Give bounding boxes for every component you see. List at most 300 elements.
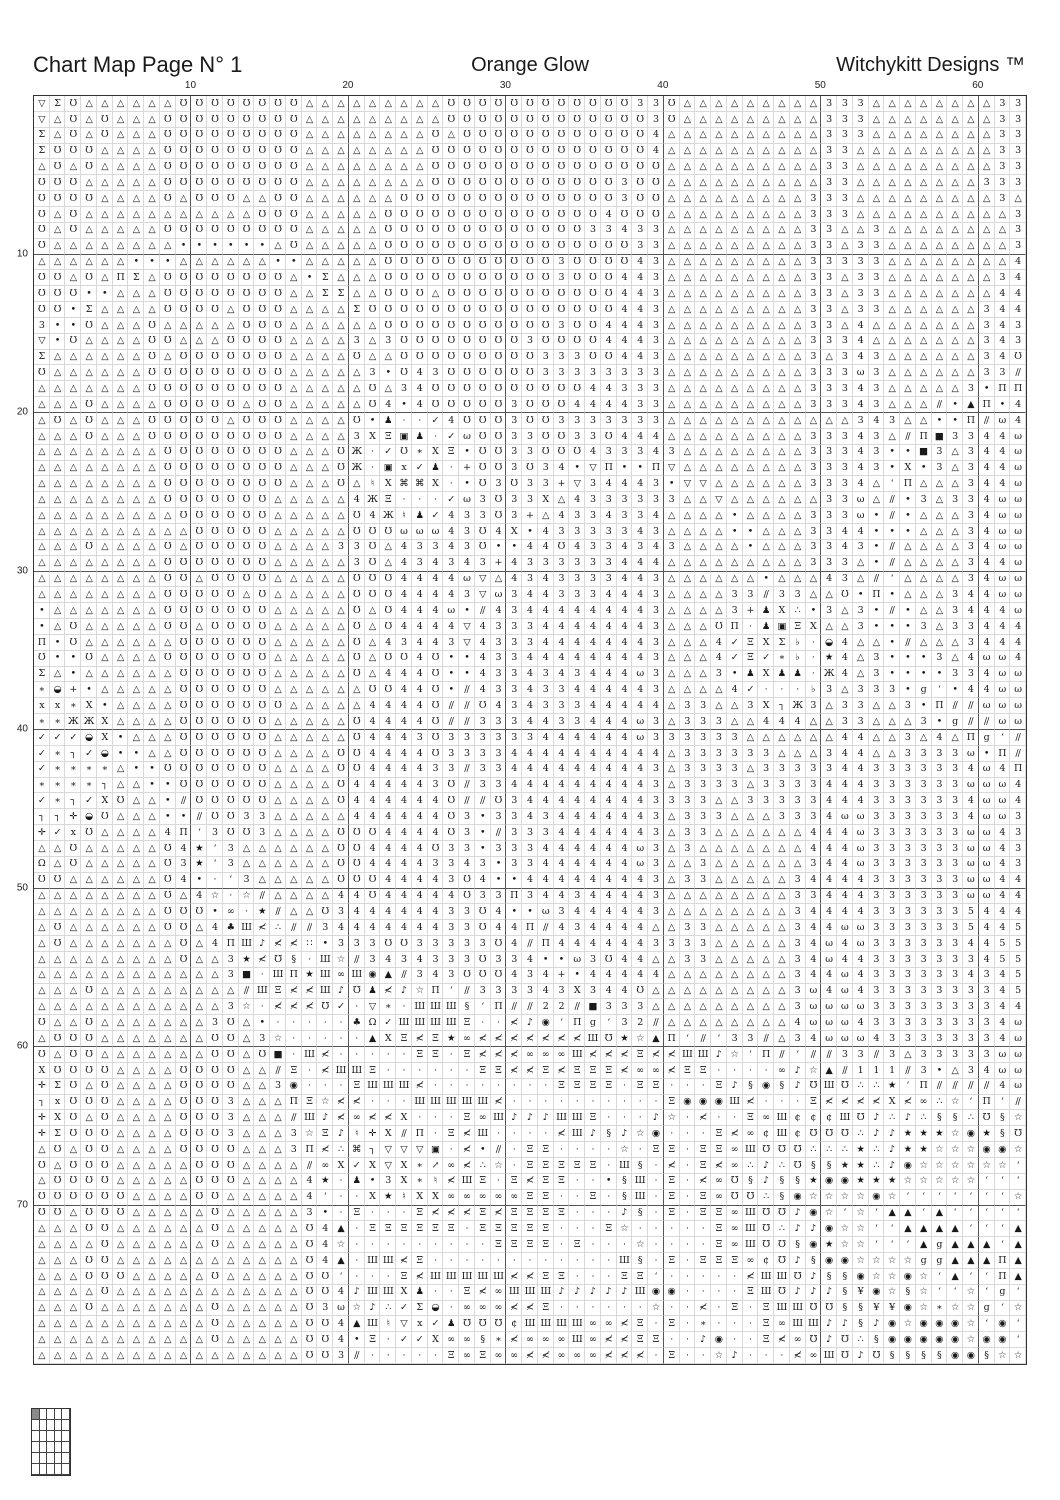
stitch-cell: △ xyxy=(821,587,837,603)
stitch-cell: ∴ xyxy=(853,1332,869,1348)
stitch-cell: △ xyxy=(900,239,916,255)
stitch-cell: Ʊ xyxy=(254,286,270,302)
stitch-cell: 4 xyxy=(995,350,1011,366)
stitch-cell: 3 xyxy=(963,619,979,635)
stitch-cell: △ xyxy=(774,223,790,239)
stitch-cell: 3 xyxy=(884,936,900,952)
stitch-cell: Ʊ xyxy=(191,793,207,809)
stitch-cell: ∗ xyxy=(65,778,81,794)
stitch-cell: 3 xyxy=(333,936,349,952)
stitch-cell: △ xyxy=(160,1110,176,1126)
stitch-cell: 4 xyxy=(995,1079,1011,1095)
stitch-cell: Ш xyxy=(743,1237,759,1253)
stitch-cell: △ xyxy=(97,144,113,160)
stitch-cell: Ʊ xyxy=(506,334,522,350)
stitch-cell: Ш xyxy=(569,1126,585,1142)
stitch-cell: △ xyxy=(758,112,774,128)
stitch-cell: ★ xyxy=(191,841,207,857)
stitch-cell: △ xyxy=(144,128,160,144)
stitch-cell: 3 xyxy=(554,255,570,271)
stitch-cell: △ xyxy=(932,476,948,492)
stitch-cell: 3 xyxy=(223,952,239,968)
stitch-cell: Ʊ xyxy=(302,1332,318,1348)
stitch-cell: ∗ xyxy=(774,651,790,667)
stitch-cell: Ʊ xyxy=(81,1142,97,1158)
stitch-cell: Ʊ xyxy=(176,635,192,651)
stitch-cell: Ʊ xyxy=(491,286,507,302)
stitch-cell: △ xyxy=(317,572,333,588)
stitch-cell: △ xyxy=(664,381,680,397)
stitch-cell: · xyxy=(365,1269,381,1285)
stitch-cell: △ xyxy=(963,159,979,175)
stitch-cell: △ xyxy=(191,1253,207,1269)
stitch-cell: △ xyxy=(50,1269,66,1285)
stitch-cell: ☆ xyxy=(617,1142,633,1158)
stitch-cell: · xyxy=(680,1174,696,1190)
stitch-cell: 3 xyxy=(506,603,522,619)
stitch-cell: △ xyxy=(270,239,286,255)
stitch-cell: ʻ xyxy=(869,1221,885,1237)
stitch-cell: 4 xyxy=(396,587,412,603)
stitch-cell: △ xyxy=(81,524,97,540)
stitch-cell: Ʊ xyxy=(380,619,396,635)
stitch-cell: x xyxy=(65,825,81,841)
stitch-cell: • xyxy=(916,651,932,667)
stitch-cell: 3 xyxy=(900,730,916,746)
stitch-cell: 4 xyxy=(632,952,648,968)
stitch-cell: △ xyxy=(144,619,160,635)
stitch-cell: 4 xyxy=(585,698,601,714)
stitch-cell: ∴ xyxy=(806,1142,822,1158)
stitch-cell: △ xyxy=(113,413,129,429)
stitch-cell: △ xyxy=(333,96,349,112)
stitch-cell: 3 xyxy=(286,1126,302,1142)
stitch-cell: 3 xyxy=(475,714,491,730)
stitch-cell: Ʊ xyxy=(475,920,491,936)
stitch-cell: 4 xyxy=(963,603,979,619)
stitch-cell: ∞ xyxy=(601,1316,617,1332)
stitch-cell: Ʊ xyxy=(648,175,664,191)
stitch-cell: △ xyxy=(317,778,333,794)
stitch-cell: Ʊ xyxy=(239,793,255,809)
stitch-cell: △ xyxy=(144,968,160,984)
stitch-cell: · xyxy=(585,1237,601,1253)
stitch-cell: Ʊ xyxy=(223,762,239,778)
stitch-cell: Ʊ xyxy=(443,397,459,413)
stitch-cell: Ʊ xyxy=(191,540,207,556)
stitch-cell: △ xyxy=(979,223,995,239)
stitch-cell: 4 xyxy=(995,619,1011,635)
stitch-cell: ∞ xyxy=(491,1190,507,1206)
stitch-cell: 3 xyxy=(569,413,585,429)
stitch-cell: △ xyxy=(207,255,223,271)
stitch-cell: 4 xyxy=(837,841,853,857)
stitch-cell: Ʊ xyxy=(475,207,491,223)
stitch-cell: △ xyxy=(947,334,963,350)
stitch-cell: Ξ xyxy=(695,1142,711,1158)
stitch-cell: ✓ xyxy=(380,445,396,461)
stitch-cell: · xyxy=(711,1063,727,1079)
stitch-cell: △ xyxy=(884,714,900,730)
stitch-cell: 3 xyxy=(475,508,491,524)
stitch-cell: Ʊ xyxy=(349,762,365,778)
stitch-cell: · xyxy=(443,1142,459,1158)
stitch-cell: Ʊ xyxy=(365,587,381,603)
stitch-cell: ▲ xyxy=(947,1237,963,1253)
stitch-cell: Ʊ xyxy=(50,175,66,191)
stitch-cell: Ʊ xyxy=(428,159,444,175)
stitch-cell: 3 xyxy=(869,778,885,794)
stitch-cell: △ xyxy=(286,1190,302,1206)
stitch-cell: Ʊ xyxy=(223,667,239,683)
stitch-cell: Χ xyxy=(758,667,774,683)
stitch-cell: △ xyxy=(65,873,81,889)
stitch-cell: △ xyxy=(144,286,160,302)
stitch-cell: Ʊ xyxy=(506,255,522,271)
stitch-cell: △ xyxy=(884,191,900,207)
stitch-cell: Ʊ xyxy=(81,1158,97,1174)
stitch-cell: • xyxy=(884,587,900,603)
stitch-cell: 3 xyxy=(884,682,900,698)
stitch-cell: △ xyxy=(286,1237,302,1253)
stitch-cell: 4 xyxy=(632,889,648,905)
stitch-cell: △ xyxy=(743,365,759,381)
stitch-cell: △ xyxy=(65,365,81,381)
stitch-cell: 3 xyxy=(821,286,837,302)
stitch-cell: Ж xyxy=(821,667,837,683)
stitch-cell: 3 xyxy=(617,175,633,191)
stitch-cell: ∕∕ xyxy=(900,429,916,445)
stitch-cell: Ʊ xyxy=(239,223,255,239)
stitch-cell: △ xyxy=(711,889,727,905)
stitch-cell: ▽ xyxy=(664,461,680,477)
stitch-cell: · xyxy=(475,1237,491,1253)
stitch-cell: Ʊ xyxy=(97,1142,113,1158)
stitch-cell: Ʊ xyxy=(648,159,664,175)
stitch-cell: 3 xyxy=(1010,857,1026,873)
stitch-cell: △ xyxy=(774,857,790,873)
stitch-cell: 4 xyxy=(853,873,869,889)
stitch-cell: △ xyxy=(680,381,696,397)
stitch-cell: 3 xyxy=(506,857,522,873)
stitch-cell: Ʊ xyxy=(223,128,239,144)
stitch-cell: △ xyxy=(932,239,948,255)
stitch-cell: △ xyxy=(790,381,806,397)
stitch-cell: △ xyxy=(254,1063,270,1079)
stitch-cell: 3 xyxy=(806,540,822,556)
stitch-cell: △ xyxy=(144,651,160,667)
stitch-cell: △ xyxy=(380,96,396,112)
stitch-cell: 3 xyxy=(806,302,822,318)
stitch-cell: ω xyxy=(1010,682,1026,698)
stitch-cell: ∕∕ xyxy=(396,968,412,984)
stitch-cell: △ xyxy=(695,651,711,667)
stitch-cell: ∗ xyxy=(932,1301,948,1317)
stitch-cell: · xyxy=(491,1253,507,1269)
stitch-cell: Ʊ xyxy=(160,365,176,381)
stitch-cell: 3 xyxy=(806,857,822,873)
stitch-cell: ✓ xyxy=(443,429,459,445)
stitch-cell: Χ xyxy=(569,984,585,1000)
row-ruler-label: 20 xyxy=(16,406,28,418)
stitch-cell: ω xyxy=(1010,508,1026,524)
stitch-cell: • xyxy=(947,682,963,698)
stitch-cell: △ xyxy=(270,1158,286,1174)
stitch-cell: △ xyxy=(349,175,365,191)
stitch-cell: Ш xyxy=(569,1316,585,1332)
stitch-cell: △ xyxy=(774,730,790,746)
stitch-cell: Ʊ xyxy=(569,318,585,334)
stitch-cell: ▲ xyxy=(333,1221,349,1237)
stitch-cell: △ xyxy=(239,1206,255,1222)
stitch-cell: Ʊ xyxy=(239,286,255,302)
stitch-cell: △ xyxy=(65,445,81,461)
stitch-cell: △ xyxy=(711,96,727,112)
stitch-cell: △ xyxy=(128,587,144,603)
stitch-cell: 3 xyxy=(664,936,680,952)
stitch-cell: 4 xyxy=(522,793,538,809)
stitch-cell: △ xyxy=(916,334,932,350)
stitch-cell: 3 xyxy=(774,793,790,809)
stitch-cell: Ʊ xyxy=(50,1190,66,1206)
stitch-cell: 3 xyxy=(459,904,475,920)
stitch-cell: 4 xyxy=(853,334,869,350)
stitch-cell: 3 xyxy=(1010,334,1026,350)
stitch-cell: 4 xyxy=(380,793,396,809)
stitch-cell: Ʊ xyxy=(475,159,491,175)
stitch-cell: △ xyxy=(144,889,160,905)
stitch-cell: Ʊ xyxy=(601,239,617,255)
stitch-cell: 4 xyxy=(554,619,570,635)
stitch-cell: ∴ xyxy=(869,1158,885,1174)
stitch-cell: 4 xyxy=(475,682,491,698)
stitch-cell: △ xyxy=(790,556,806,572)
stitch-cell: 3 xyxy=(963,492,979,508)
stitch-cell: △ xyxy=(81,1316,97,1332)
stitch-cell: • xyxy=(569,968,585,984)
stitch-cell: △ xyxy=(34,1348,50,1364)
stitch-cell: ʻ xyxy=(932,1285,948,1301)
stitch-cell: 3 xyxy=(695,857,711,873)
stitch-cell: Ʊ xyxy=(569,96,585,112)
stitch-cell: • xyxy=(223,239,239,255)
stitch-cell: 3 xyxy=(223,1126,239,1142)
stitch-cell: ▽ xyxy=(711,492,727,508)
stitch-cell: Ʊ xyxy=(491,96,507,112)
stitch-cell: 4 xyxy=(396,603,412,619)
stitch-cell: △ xyxy=(191,1015,207,1031)
stitch-cell: △ xyxy=(302,334,318,350)
stitch-cell: Ʊ xyxy=(191,128,207,144)
stitch-cell: 4 xyxy=(601,635,617,651)
stitch-cell: 4 xyxy=(412,603,428,619)
stitch-cell: 3 xyxy=(837,397,853,413)
stitch-cell: ♪ xyxy=(790,1079,806,1095)
stitch-cell: 4 xyxy=(569,492,585,508)
stitch-cell: △ xyxy=(50,112,66,128)
stitch-cell: Ʊ xyxy=(254,302,270,318)
stitch-cell: Ʊ xyxy=(50,1174,66,1190)
stitch-cell: Ʊ xyxy=(365,873,381,889)
stitch-cell: ⌘ xyxy=(396,476,412,492)
stitch-cell: Ξ xyxy=(569,1063,585,1079)
stitch-cell: 3 xyxy=(727,587,743,603)
stitch-cell: 4 xyxy=(806,904,822,920)
stitch-cell: 3 xyxy=(365,952,381,968)
stitch-cell: ◉ xyxy=(869,1190,885,1206)
stitch-cell: Ʊ xyxy=(270,445,286,461)
stitch-cell: 3 xyxy=(569,698,585,714)
stitch-cell: 5 xyxy=(995,936,1011,952)
stitch-cell: ☆ xyxy=(900,1174,916,1190)
stitch-cell: △ xyxy=(900,270,916,286)
stitch-cell: △ xyxy=(191,572,207,588)
stitch-cell: Ξ xyxy=(664,1142,680,1158)
stitch-cell: ω xyxy=(1010,556,1026,572)
stitch-cell: 3 xyxy=(884,841,900,857)
stitch-cell: • xyxy=(947,413,963,429)
stitch-cell: △ xyxy=(223,318,239,334)
stitch-cell: Ʊ xyxy=(254,778,270,794)
stitch-cell: Π xyxy=(979,1095,995,1111)
stitch-cell: 3 xyxy=(853,1047,869,1063)
stitch-cell: Ш xyxy=(774,1110,790,1126)
stitch-cell: ≮ xyxy=(853,1095,869,1111)
stitch-cell: ◒ xyxy=(81,809,97,825)
stitch-cell: △ xyxy=(333,270,349,286)
stitch-cell: △ xyxy=(270,1253,286,1269)
stitch-cell: Ʊ xyxy=(239,667,255,683)
stitch-cell: 4 xyxy=(475,651,491,667)
stitch-cell: Π xyxy=(963,730,979,746)
stitch-cell: ▲ xyxy=(380,968,396,984)
stitch-cell: 3 xyxy=(475,556,491,572)
stitch-cell: ✛ xyxy=(365,1126,381,1142)
stitch-cell: ♪ xyxy=(585,1285,601,1301)
stitch-cell: ʻ xyxy=(995,1301,1011,1317)
stitch-cell: △ xyxy=(302,286,318,302)
stitch-cell: ★ xyxy=(916,1142,932,1158)
stitch-cell: △ xyxy=(900,175,916,191)
stitch-cell: △ xyxy=(302,350,318,366)
stitch-cell: △ xyxy=(727,556,743,572)
stitch-cell: Χ xyxy=(428,445,444,461)
stitch-cell: △ xyxy=(333,413,349,429)
stitch-cell: 4 xyxy=(365,809,381,825)
stitch-cell: • xyxy=(365,413,381,429)
stitch-cell: • xyxy=(506,904,522,920)
stitch-cell: • xyxy=(317,936,333,952)
stitch-cell: △ xyxy=(113,128,129,144)
stitch-cell: Ш xyxy=(333,1063,349,1079)
stitch-cell: △ xyxy=(144,587,160,603)
stitch-cell: · xyxy=(380,1269,396,1285)
stitch-cell: △ xyxy=(50,1237,66,1253)
stitch-cell: Ʊ xyxy=(97,112,113,128)
stitch-cell: ★ xyxy=(239,952,255,968)
stitch-cell: 3 xyxy=(995,128,1011,144)
stitch-cell: Ʊ xyxy=(270,318,286,334)
stitch-cell: · xyxy=(349,1221,365,1237)
stitch-cell: △ xyxy=(128,1253,144,1269)
stitch-cell: Ш xyxy=(349,1063,365,1079)
stitch-cell: Χ xyxy=(774,603,790,619)
stitch-cell: 3 xyxy=(853,286,869,302)
stitch-cell: ʻ xyxy=(1010,1316,1026,1332)
stitch-cell: △ xyxy=(821,413,837,429)
stitch-cell: 4 xyxy=(617,682,633,698)
stitch-cell: Ʊ xyxy=(113,1190,129,1206)
stitch-cell: • xyxy=(869,603,885,619)
stitch-cell: △ xyxy=(81,175,97,191)
stitch-cell: 4 xyxy=(995,461,1011,477)
stitch-cell: △ xyxy=(380,540,396,556)
stitch-cell: ✓ xyxy=(65,730,81,746)
stitch-cell: 4 xyxy=(601,476,617,492)
stitch-cell: 3 xyxy=(743,698,759,714)
stitch-cell: △ xyxy=(128,540,144,556)
stitch-cell: △ xyxy=(947,175,963,191)
stitch-cell: Ʊ xyxy=(81,1095,97,1111)
stitch-cell: △ xyxy=(113,96,129,112)
stitch-cell: Ʊ xyxy=(207,159,223,175)
stitch-cell: 3 xyxy=(821,270,837,286)
stitch-cell: 3 xyxy=(790,952,806,968)
stitch-cell: △ xyxy=(239,1301,255,1317)
stitch-cell: △ xyxy=(50,1301,66,1317)
stitch-cell: △ xyxy=(97,191,113,207)
stitch-cell: △ xyxy=(97,492,113,508)
stitch-cell: △ xyxy=(128,1221,144,1237)
stitch-cell: △ xyxy=(333,112,349,128)
stitch-cell: Ʊ xyxy=(1010,350,1026,366)
stitch-cell: ∕∕ xyxy=(459,698,475,714)
stitch-cell: Ξ xyxy=(632,1316,648,1332)
stitch-cell: 4 xyxy=(554,857,570,873)
stitch-cell: ∞ xyxy=(743,1253,759,1269)
stitch-cell: △ xyxy=(302,191,318,207)
stitch-cell: △ xyxy=(81,112,97,128)
stitch-cell: · xyxy=(727,1063,743,1079)
stitch-cell: △ xyxy=(97,255,113,271)
stitch-cell: 3 xyxy=(648,350,664,366)
stitch-cell: ≮ xyxy=(522,1031,538,1047)
stitch-cell: △ xyxy=(34,524,50,540)
stitch-cell: 1 xyxy=(884,1063,900,1079)
stitch-cell: △ xyxy=(758,96,774,112)
stitch-cell: 3 xyxy=(475,730,491,746)
stitch-cell: △ xyxy=(128,350,144,366)
stitch-cell: 4 xyxy=(853,968,869,984)
stitch-cell: 4 xyxy=(853,746,869,762)
stitch-cell: Ʊ xyxy=(286,239,302,255)
stitch-cell: · xyxy=(254,999,270,1015)
stitch-cell: △ xyxy=(65,1332,81,1348)
stitch-cell: Ʊ xyxy=(254,714,270,730)
stitch-cell: 3 xyxy=(932,841,948,857)
stitch-cell: ▲ xyxy=(932,1221,948,1237)
stitch-cell: 3 xyxy=(601,445,617,461)
stitch-cell: 3 xyxy=(491,952,507,968)
stitch-cell: △ xyxy=(695,413,711,429)
stitch-cell: Ʊ xyxy=(491,112,507,128)
stitch-cell: 3 xyxy=(349,556,365,572)
stitch-cell: ♣ xyxy=(223,920,239,936)
stitch-cell: 4 xyxy=(601,762,617,778)
stitch-cell: 3 xyxy=(648,334,664,350)
stitch-cell: g xyxy=(932,1237,948,1253)
stitch-cell: ☆ xyxy=(617,1221,633,1237)
